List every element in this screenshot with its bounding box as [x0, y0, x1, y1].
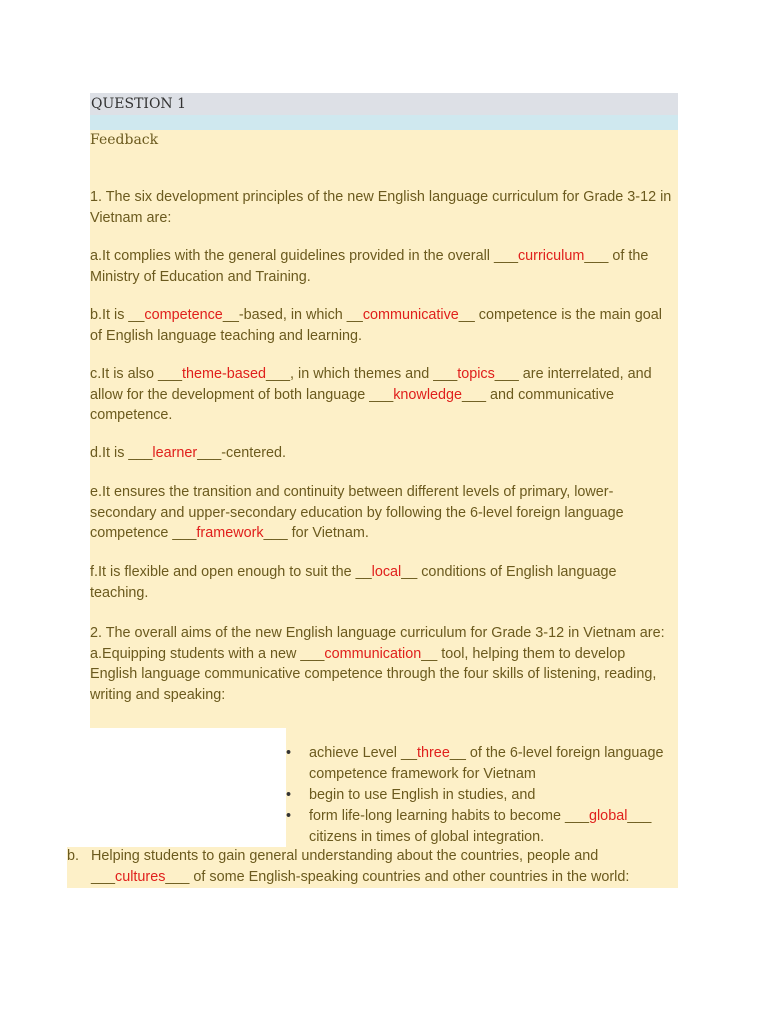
list-item: • form life-long learning habits to become ___global___ citizens in times of global integration.: [286, 806, 676, 848]
paragraph-e: e.It ensures the transition and continuity between different levels of primary, lower-secondary and upper-secondary education by following the 6-level foreign language competence ___framework___ for Vietnam.: [90, 484, 624, 541]
answer-competence: competence: [144, 307, 223, 323]
list-item: • begin to use English in studies, and: [286, 785, 676, 806]
answer-knowledge: knowledge: [393, 386, 463, 403]
paragraph-b: b.It is __competence__-based, in which __communicative__ competence is the main goal of English language teaching and learning.: [90, 307, 662, 344]
paragraph-2: 2. The overall aims of the new English language curriculum for Grade 3-12 in Vietnam are: a.Equipping students with a new ___communication__ tool, helping them to develop English language communicative competence through the four skills of listening, reading, writing and speaking:: [90, 625, 665, 703]
answer-global: global: [588, 808, 628, 824]
answer-topics: topics: [457, 366, 495, 382]
paragraph-a: a.It complies with the general guidelines provided in the overall ___curriculum___ of the Ministry of Education and Training.: [90, 248, 649, 285]
paragraph-d: d.It is ___learner___-centered.: [90, 445, 287, 461]
answer-communication: communication: [324, 645, 422, 662]
answer-learner: learner: [152, 445, 198, 461]
question-strip: [90, 115, 678, 130]
answer-local: local: [371, 564, 402, 580]
aims-bullet-list: [286, 743, 676, 848]
answer-curriculum: curriculum: [517, 248, 585, 264]
answer-theme-based: theme-based: [182, 366, 266, 382]
paragraph-b2-marker: b.: [67, 848, 80, 864]
answer-cultures: cultures: [115, 868, 166, 885]
answer-framework: framework: [196, 525, 264, 541]
paragraph-f: f.It is flexible and open enough to suit the __local__ conditions of English language teaching.: [90, 564, 617, 601]
paragraph-1: 1. The six development principles of the new English language curriculum for Grade 3-12 in Vietnam are:: [90, 189, 672, 226]
paragraph-c: c.It is also ___theme-based___, in which themes and ___topics___ are interrelated, and allow for the development of both language ___knowledge___ and communicative competence.: [90, 366, 652, 423]
question-header: [90, 93, 678, 115]
answer-communicative: communicative: [362, 307, 459, 323]
question-title: QUESTION 1: [91, 96, 187, 112]
feedback-label: Feedback: [90, 132, 159, 148]
list-item: • achieve Level __three__ of the 6-level foreign language competence framework for Vietnam: [286, 743, 676, 785]
paragraph-b2: Helping students to gain general understanding about the countries, people and ___cultures___ of some English-speaking countries and other countries in the world:: [91, 848, 630, 885]
answer-three: three: [417, 745, 450, 761]
